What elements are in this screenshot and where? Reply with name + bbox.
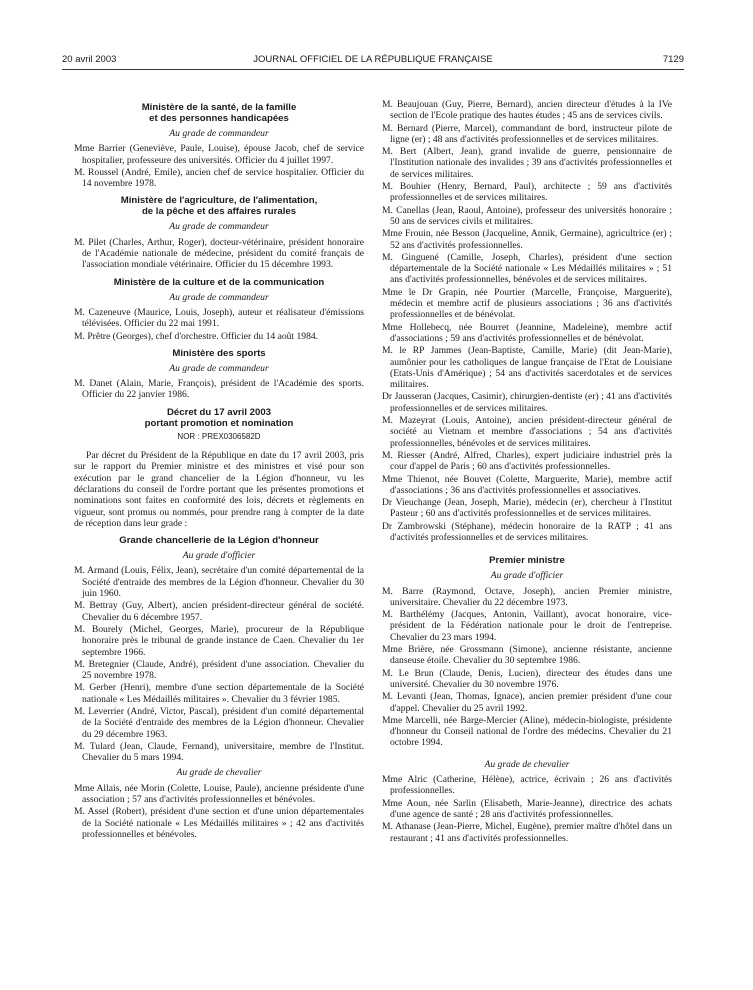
list-item: M. Cazeneuve (Maurice, Louis, Joseph), auteur et réalisateur d'émissions télévisées. Officier du 22 mai 1991. [74,306,364,330]
list-item: M. Prêtre (Georges), chef d'orchestre. Officier du 14 août 1984. [74,330,319,342]
list-item: M. Athanase (Jean-Pierre, Michel, Eugène), premier maître d'hôtel dans un restaurant ; 41 ans d'activités professionnelles. [382,821,672,844]
list-item: Dr Jausseran (Jacques, Casimir), chirurgien-dentiste (er) ; 41 ans d'activités professionnelles et de services militaires. [382,391,672,414]
right-column [382,99,672,845]
list-item: M. Barthélémy (Jacques, Antonin, Vaillant), avocat honoraire, vice-président de la Fédération nationale pour le droit de l'entreprise. Chevalier du 23 mars 1994. [382,609,672,643]
list-item: M. Gerber (Henri), membre d'une section départementale de la Société nationale « Les Médaillés militaires ». Chevalier du 3 février 1985. [74,682,364,705]
list-item: M. Barre (Raymond, Octave, Joseph), ancien Premier ministre, universitaire. Chevalier du 22 décembre 1973. [382,585,672,608]
list-item: M. Riesser (André, Alfred, Charles), expert judiciaire industriel près la cour d'appel de Paris ; 60 ans d'activités professionnelles. [382,449,672,473]
decret-text: Par décret du Président de la République en date du 17 avril 2003, pris sur le rapport du Premier ministre et des ministres et visé pour son exécution par le grand chancelier de la Légion d'honneur, vu les déclarations du conseil de l'ordre portant que les présentes promotions et nominations sont faites en conformité des lois, décrets et règlements en vigueur, sont promus ou nommés, pour prendre rang à compter de la date de réception dans leur grade : [74,450,364,529]
header-date: 20 avril 2003 [62,54,117,65]
grade-heading: Au grade de commandeur [169,128,269,139]
list-item: M. Armand (Louis, Félix, Jean), secrétaire d'un comité départemental de la Société d'entraide des membres de la Légion d'honneur. Chevalier du 30 juin 1960. [74,565,364,600]
grade-heading: Au grade d'officier [182,550,256,562]
list-item: M. Bourely (Michel, Georges, Marie), procureur de la République honoraire près le tribunal de grande instance de Caen. Chevalier du 1er septembre 1966. [74,623,364,658]
list-item: Dr Vieuchange (Jean, Joseph, Marie), médecin (er), chercheur à l'Institut Pasteur ; 60 ans d'activités professionnelles et de services militaires. [382,497,672,520]
grade-heading: Au grade de chevalier [176,767,262,779]
list-item: M. Bettray (Guy, Albert), ancien président-directeur général de société. Chevalier du 6 décembre 1957. [74,600,364,623]
section-title-agriculture: Ministère de l'agriculture, de l'alimentation, de la pêche et des affaires rurales [120,195,318,218]
section-title-sports: Ministère des sports [172,347,266,359]
section-title-culture: Ministère de la culture et de la communication [113,276,325,288]
list-item: Mme Marcelli, née Barge-Mercier (Aline), médecin-biologiste, présidente d'honneur du Conseil national de l'ordre des médecins. Chevalier du 21 octobre 1994. [382,714,672,749]
left-column [74,102,364,841]
list-item: Mme Alric (Catherine, Hélène), actrice, écrivain ; 26 ans d'activités professionnelles. [382,774,672,797]
header-page-number: 7129 [662,54,684,65]
header-rule [62,69,684,70]
list-item: M. Bouhier (Henry, Bernard, Paul), architecte ; 59 ans d'activités professionnelles et de services militaires. [382,181,672,204]
grade-heading: Au grade de commandeur [169,291,269,303]
nor-reference: NOR : PREX0306582D [177,431,261,441]
section-title-legion-honneur: Grande chancellerie de la Légion d'honneur [119,535,319,547]
list-item: M. Danet (Alain, Marie, François), président de l'Académie des sports. Officier du 22 janvier 1986. [74,378,364,401]
list-item: Mme le Dr Grapin, née Pourtier (Marcelle, Françoise, Marguerite), médecin et membre actif de plusieurs associations ; 36 ans d'activités professionnelles et de bénévolat. [382,286,672,321]
list-item: M. Bert (Albert, Jean), grand invalide de guerre, pensionnaire de l'Institution nationale des invalides ; 39 ans d'activités professionnelles et de services militaires. [382,146,672,180]
list-item: Mme Barrier (Geneviève, Paule, Louise), épouse Jacob, chef de service hospitalier, professeure des universités. Officier du 4 juillet 1997. [74,143,364,166]
grade-heading: Au grade de commandeur [169,362,269,374]
page-header [62,54,684,68]
list-item: M. Roussel (André, Emile), ancien chef de service hospitalier. Officier du 14 novembre 1978. [74,166,364,190]
grade-heading: Au grade d'officier [490,570,564,582]
decret-title: Décret du 17 avril 2003 portant promotion et nomination [144,406,294,429]
list-item: M. Tulard (Jean, Claude, Fernand), universitaire, membre de l'Institut. Chevalier du 5 mars 1994. [74,740,364,764]
list-item: M. Pilet (Charles, Arthur, Roger), docteur-vétérinaire, président honoraire de l'Académie nationale de médecine, président du comité français de l'association mondiale vétérinaire. Officier du 15 décembre 1993. [74,236,364,271]
section-title-premier-ministre: Premier ministre [489,555,565,567]
list-item: Mme Hollebecq, née Bourret (Jeannine, Madeleine), membre actif d'associations ; 59 ans d'activités professionnelles et de bénévolat. [382,321,672,344]
list-item: M. Canellas (Jean, Raoul, Antoine), professeur des universités honoraire ; 50 ans de services civils et militaires. [382,204,672,227]
list-item: Mme Aoun, née Sarlin (Elisabeth, Marie-Jeanne), directrice des achats d'une agence de santé ; 28 ans d'activités professionnelles. [382,797,672,820]
list-item: M. Leverrier (André, Victor, Pascal), président d'un comité départemental de la Société d'entraide des membres de la Légion d'honneur. Chevalier du 29 décembre 1963. [74,705,364,740]
section-title-sante: Ministère de la santé, de la famille et des personnes handicapées [141,102,297,124]
list-item: M. Assel (Robert), président d'une section et d'une union départementales de la Société nationale « Les Médaillés militaires » ; 42 ans d'activités professionnelles et bénévoles. [74,806,364,840]
list-item: M. Ginguené (Camille, Joseph, Charles), président d'une section départementale de la Société nationale « Les Médaillés militaires » ; 51 ans d'activités professionnelles, bénévoles et de services militaires. [382,251,672,286]
header-journal-title: JOURNAL OFFICIEL DE LA RÉPUBLIQUE FRANÇAISE [253,54,493,65]
list-item: Mme Frouin, née Besson (Jacqueline, Annik, Germaine), agricultrice (er) ; 52 ans d'activités professionnelles. [382,228,672,251]
grade-heading: Au grade de commandeur [169,221,269,233]
list-item: M. Mazeyrat (Louis, Antoine), ancien président-directeur général de société au Vietnam et membre d'associations ; 54 ans d'activités professionnelles, bénévoles et de services militaires. [382,415,672,449]
list-item: M. le RP Jammes (Jean-Baptiste, Camille, Marie) (dit Jean-Marie), aumônier pour les catholiques de langue française de l'Etat de Louisiane (Etats-Unis d'Amérique) ; 54 ans d'activités sacerdotales et de services militaires. [382,345,672,391]
list-item: Dr Zambrowski (Stéphane), médecin honoraire de la RATP ; 41 ans d'activités professionnelles et de services militaires. [382,520,672,543]
list-item: M. Le Brun (Claude, Denis, Lucien), directeur des études dans une université. Chevalier du 30 novembre 1976. [382,667,672,690]
list-item: M. Bernard (Pierre, Marcel), commandant de bord, instructeur pilote de ligne (er) ; 48 ans d'activités professionnelles et de services militaires. [382,122,672,145]
list-item: Mme Thienot, née Bouvet (Colette, Marguerite, Marie), membre actif d'associations ; 36 ans d'activités professionnelles et associatives. [382,473,672,496]
grade-heading: Au grade de chevalier [484,758,570,770]
list-item: M. Beaujouan (Guy, Pierre, Bernard), ancien directeur d'études à la IVe section de l'Ecole pratique des hautes études ; 45 ans de services civils. [382,99,672,122]
list-item: Mme Brière, née Grossmann (Simone), ancienne résistante, ancienne danseuse étoile. Chevalier du 30 septembre 1986. [382,644,672,667]
list-item: Mme Allais, née Morin (Colette, Louise, Paule), ancienne présidente d'une association ; 57 ans d'activités professionnelles et bénévoles. [74,782,364,806]
list-item: M. Bretegnier (Claude, André), président d'une association. Chevalier du 25 novembre 1978. [74,658,364,682]
list-item: M. Levanti (Jean, Thomas, Ignace), ancien premier président d'une cour d'appel. Chevalier du 25 avril 1992. [382,691,672,714]
